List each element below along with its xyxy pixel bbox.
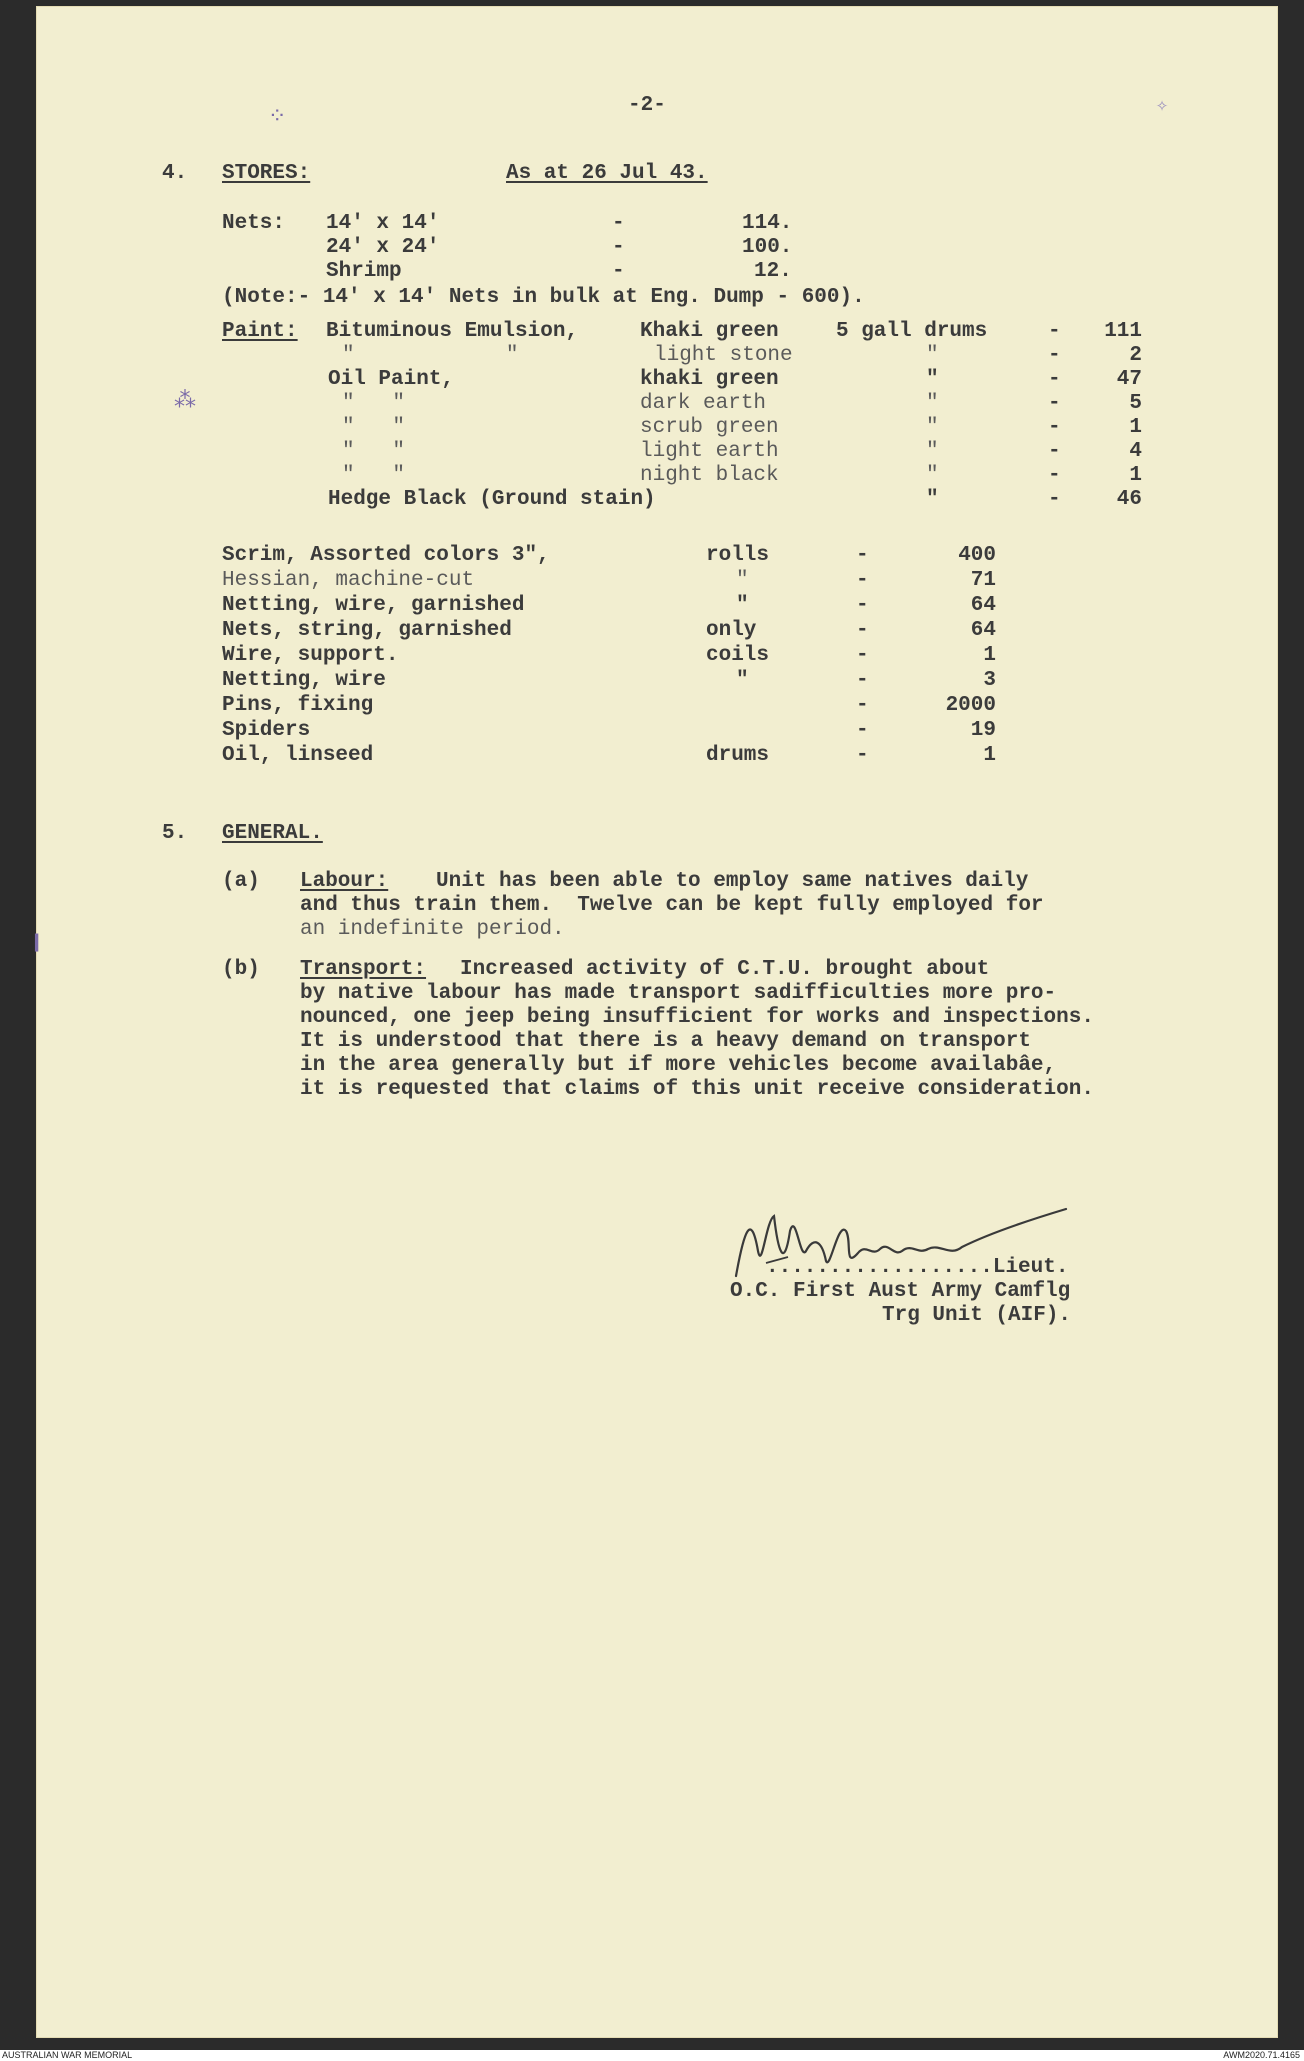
- paint-dash: -: [1048, 368, 1061, 391]
- misc-unit: ": [736, 594, 749, 617]
- paint-pkg: ": [926, 368, 939, 391]
- paint-product: " ": [342, 416, 406, 439]
- paint-color: Khaki green: [640, 320, 779, 343]
- misc-unit: drums: [706, 744, 770, 767]
- misc-qty: 1: [983, 744, 996, 767]
- nets-qty: 114.: [742, 212, 793, 235]
- misc-qty: 1: [983, 644, 996, 667]
- ink-mark: ❙: [30, 931, 44, 956]
- paint-qty: 2: [1129, 344, 1142, 367]
- paint-dash: -: [1048, 416, 1061, 439]
- paint-color: night black: [640, 464, 779, 487]
- nets-dash: -: [612, 236, 625, 259]
- transport-label: (b): [222, 958, 260, 981]
- nets-qty: 12.: [754, 260, 792, 283]
- misc-unit: coils: [706, 644, 770, 667]
- paint-qty: 1: [1129, 464, 1142, 487]
- nets-qty: 100.: [742, 236, 793, 259]
- misc-item: Scrim, Assorted colors 3",: [222, 544, 550, 567]
- misc-qty: 64: [970, 619, 996, 642]
- signature-rank-line: ..................Lieut.: [766, 1256, 1069, 1279]
- paint-color: dark earth: [640, 392, 767, 415]
- paint-product: " ": [342, 464, 406, 487]
- paint-dash: -: [1048, 392, 1061, 415]
- paragraph-line: and thus train them. Twelve can be kept fully employed for: [300, 894, 1044, 917]
- nets-note: (Note:- 14' x 14' Nets in bulk at Eng. Dump - 600).: [222, 286, 865, 309]
- misc-item: Spiders: [222, 719, 311, 742]
- paint-pkg: ": [926, 488, 939, 511]
- paint-qty: 46: [1116, 488, 1142, 511]
- stores-heading: STORES:: [222, 162, 311, 185]
- paint-color: scrub green: [640, 416, 779, 439]
- paint-product: " ": [342, 440, 406, 463]
- paint-label: Paint:: [222, 320, 298, 343]
- section-5-number: 5.: [162, 822, 188, 845]
- misc-unit: only: [706, 619, 757, 642]
- paragraph-line: in the area generally but if more vehicles become availabâe,: [300, 1054, 1057, 1077]
- misc-dash: -: [856, 544, 869, 567]
- paint-color: light earth: [640, 440, 779, 463]
- transport-title: Transport:: [300, 958, 427, 981]
- misc-dash: -: [856, 594, 869, 617]
- nets-item: Shrimp: [326, 260, 402, 283]
- misc-unit: rolls: [706, 544, 770, 567]
- paragraph-line: by native labour has made transport sadifficulties more pro-: [300, 982, 1057, 1005]
- labour-label: (a): [222, 870, 260, 893]
- ink-mark: ⁘: [268, 105, 287, 130]
- misc-dash: -: [856, 744, 869, 767]
- archive-footer: [0, 2050, 1304, 2061]
- signature-unit-line: Trg Unit (AIF).: [882, 1304, 1072, 1327]
- misc-qty: 3: [983, 669, 996, 692]
- general-heading: GENERAL.: [222, 822, 323, 845]
- paint-pkg: ": [926, 416, 939, 439]
- nets-label: Nets:: [222, 212, 286, 235]
- paragraph-line: It is understood that there is a heavy demand on transport: [300, 1030, 1031, 1053]
- misc-qty: 71: [970, 569, 996, 592]
- misc-dash: -: [856, 694, 869, 717]
- paint-dash: -: [1048, 440, 1061, 463]
- paint-pkg: ": [926, 440, 939, 463]
- misc-item: Nets, string, garnished: [222, 619, 512, 642]
- paint-product: Oil Paint,: [328, 368, 455, 391]
- stamp-mark: ✧: [1156, 92, 1169, 116]
- misc-dash: -: [856, 669, 869, 692]
- paint-qty: 5: [1129, 392, 1142, 415]
- footer-accession: AWM2020.71.4165: [1223, 2050, 1300, 2060]
- paint-dash: -: [1048, 464, 1061, 487]
- paragraph-line: nounced, one jeep being insufficient for works and inspections.: [300, 1006, 1094, 1029]
- paint-product: Bituminous Emulsion,: [326, 320, 579, 343]
- nets-item: 14' x 14': [326, 212, 440, 235]
- misc-dash: -: [856, 719, 869, 742]
- paint-pkg: ": [926, 464, 939, 487]
- misc-qty: 2000: [945, 694, 996, 717]
- paint-dash: -: [1048, 320, 1061, 343]
- misc-unit: ": [736, 669, 749, 692]
- page-number: -2-: [628, 94, 666, 117]
- footer-institution: AUSTRALIAN WAR MEMORIAL: [2, 2050, 133, 2060]
- section-4-number: 4.: [162, 162, 188, 185]
- paragraph-line: an indefinite period.: [300, 918, 565, 941]
- misc-unit: ": [736, 569, 749, 592]
- misc-item: Oil, linseed: [222, 744, 374, 767]
- paint-dash: -: [1048, 488, 1061, 511]
- paragraph-line: Increased activity of C.T.U. brought about: [460, 958, 990, 981]
- misc-dash: -: [856, 569, 869, 592]
- misc-item: Hessian, machine-cut: [222, 569, 475, 592]
- paint-product: Hedge Black (Ground stain): [328, 488, 656, 511]
- paint-qty: 47: [1116, 368, 1142, 391]
- paint-qty: 1: [1129, 416, 1142, 439]
- misc-qty: 64: [970, 594, 996, 617]
- paint-product: " ": [342, 392, 406, 415]
- paint-qty: 4: [1129, 440, 1142, 463]
- ink-mark: ⁂: [174, 389, 196, 414]
- signature-title-line: O.C. First Aust Army Camflg: [730, 1280, 1071, 1303]
- paint-product: " ": [342, 344, 519, 367]
- paragraph-line: Unit has been able to employ same natives daily: [436, 870, 1029, 893]
- misc-item: Netting, wire: [222, 669, 386, 692]
- paragraph-line: it is requested that claims of this unit receive consideration.: [300, 1078, 1094, 1101]
- paint-color: light stone: [654, 344, 793, 367]
- misc-item: Netting, wire, garnished: [222, 594, 525, 617]
- misc-qty: 400: [958, 544, 996, 567]
- document-page: [30, 6, 1278, 2038]
- paint-pkg: ": [926, 392, 939, 415]
- paint-pkg: 5 gall drums: [836, 320, 988, 343]
- nets-dash: -: [612, 260, 625, 283]
- misc-dash: -: [856, 619, 869, 642]
- paint-color: khaki green: [640, 368, 779, 391]
- misc-qty: 19: [970, 719, 996, 742]
- paint-dash: -: [1048, 344, 1061, 367]
- nets-item: 24' x 24': [326, 236, 440, 259]
- paint-qty: 111: [1104, 320, 1142, 343]
- labour-title: Labour:: [300, 870, 389, 893]
- paint-pkg: ": [926, 344, 939, 367]
- nets-dash: -: [612, 212, 625, 235]
- stores-as-at: As at 26 Jul 43.: [506, 162, 708, 185]
- misc-item: Wire, support.: [222, 644, 399, 667]
- misc-dash: -: [856, 644, 869, 667]
- misc-item: Pins, fixing: [222, 694, 374, 717]
